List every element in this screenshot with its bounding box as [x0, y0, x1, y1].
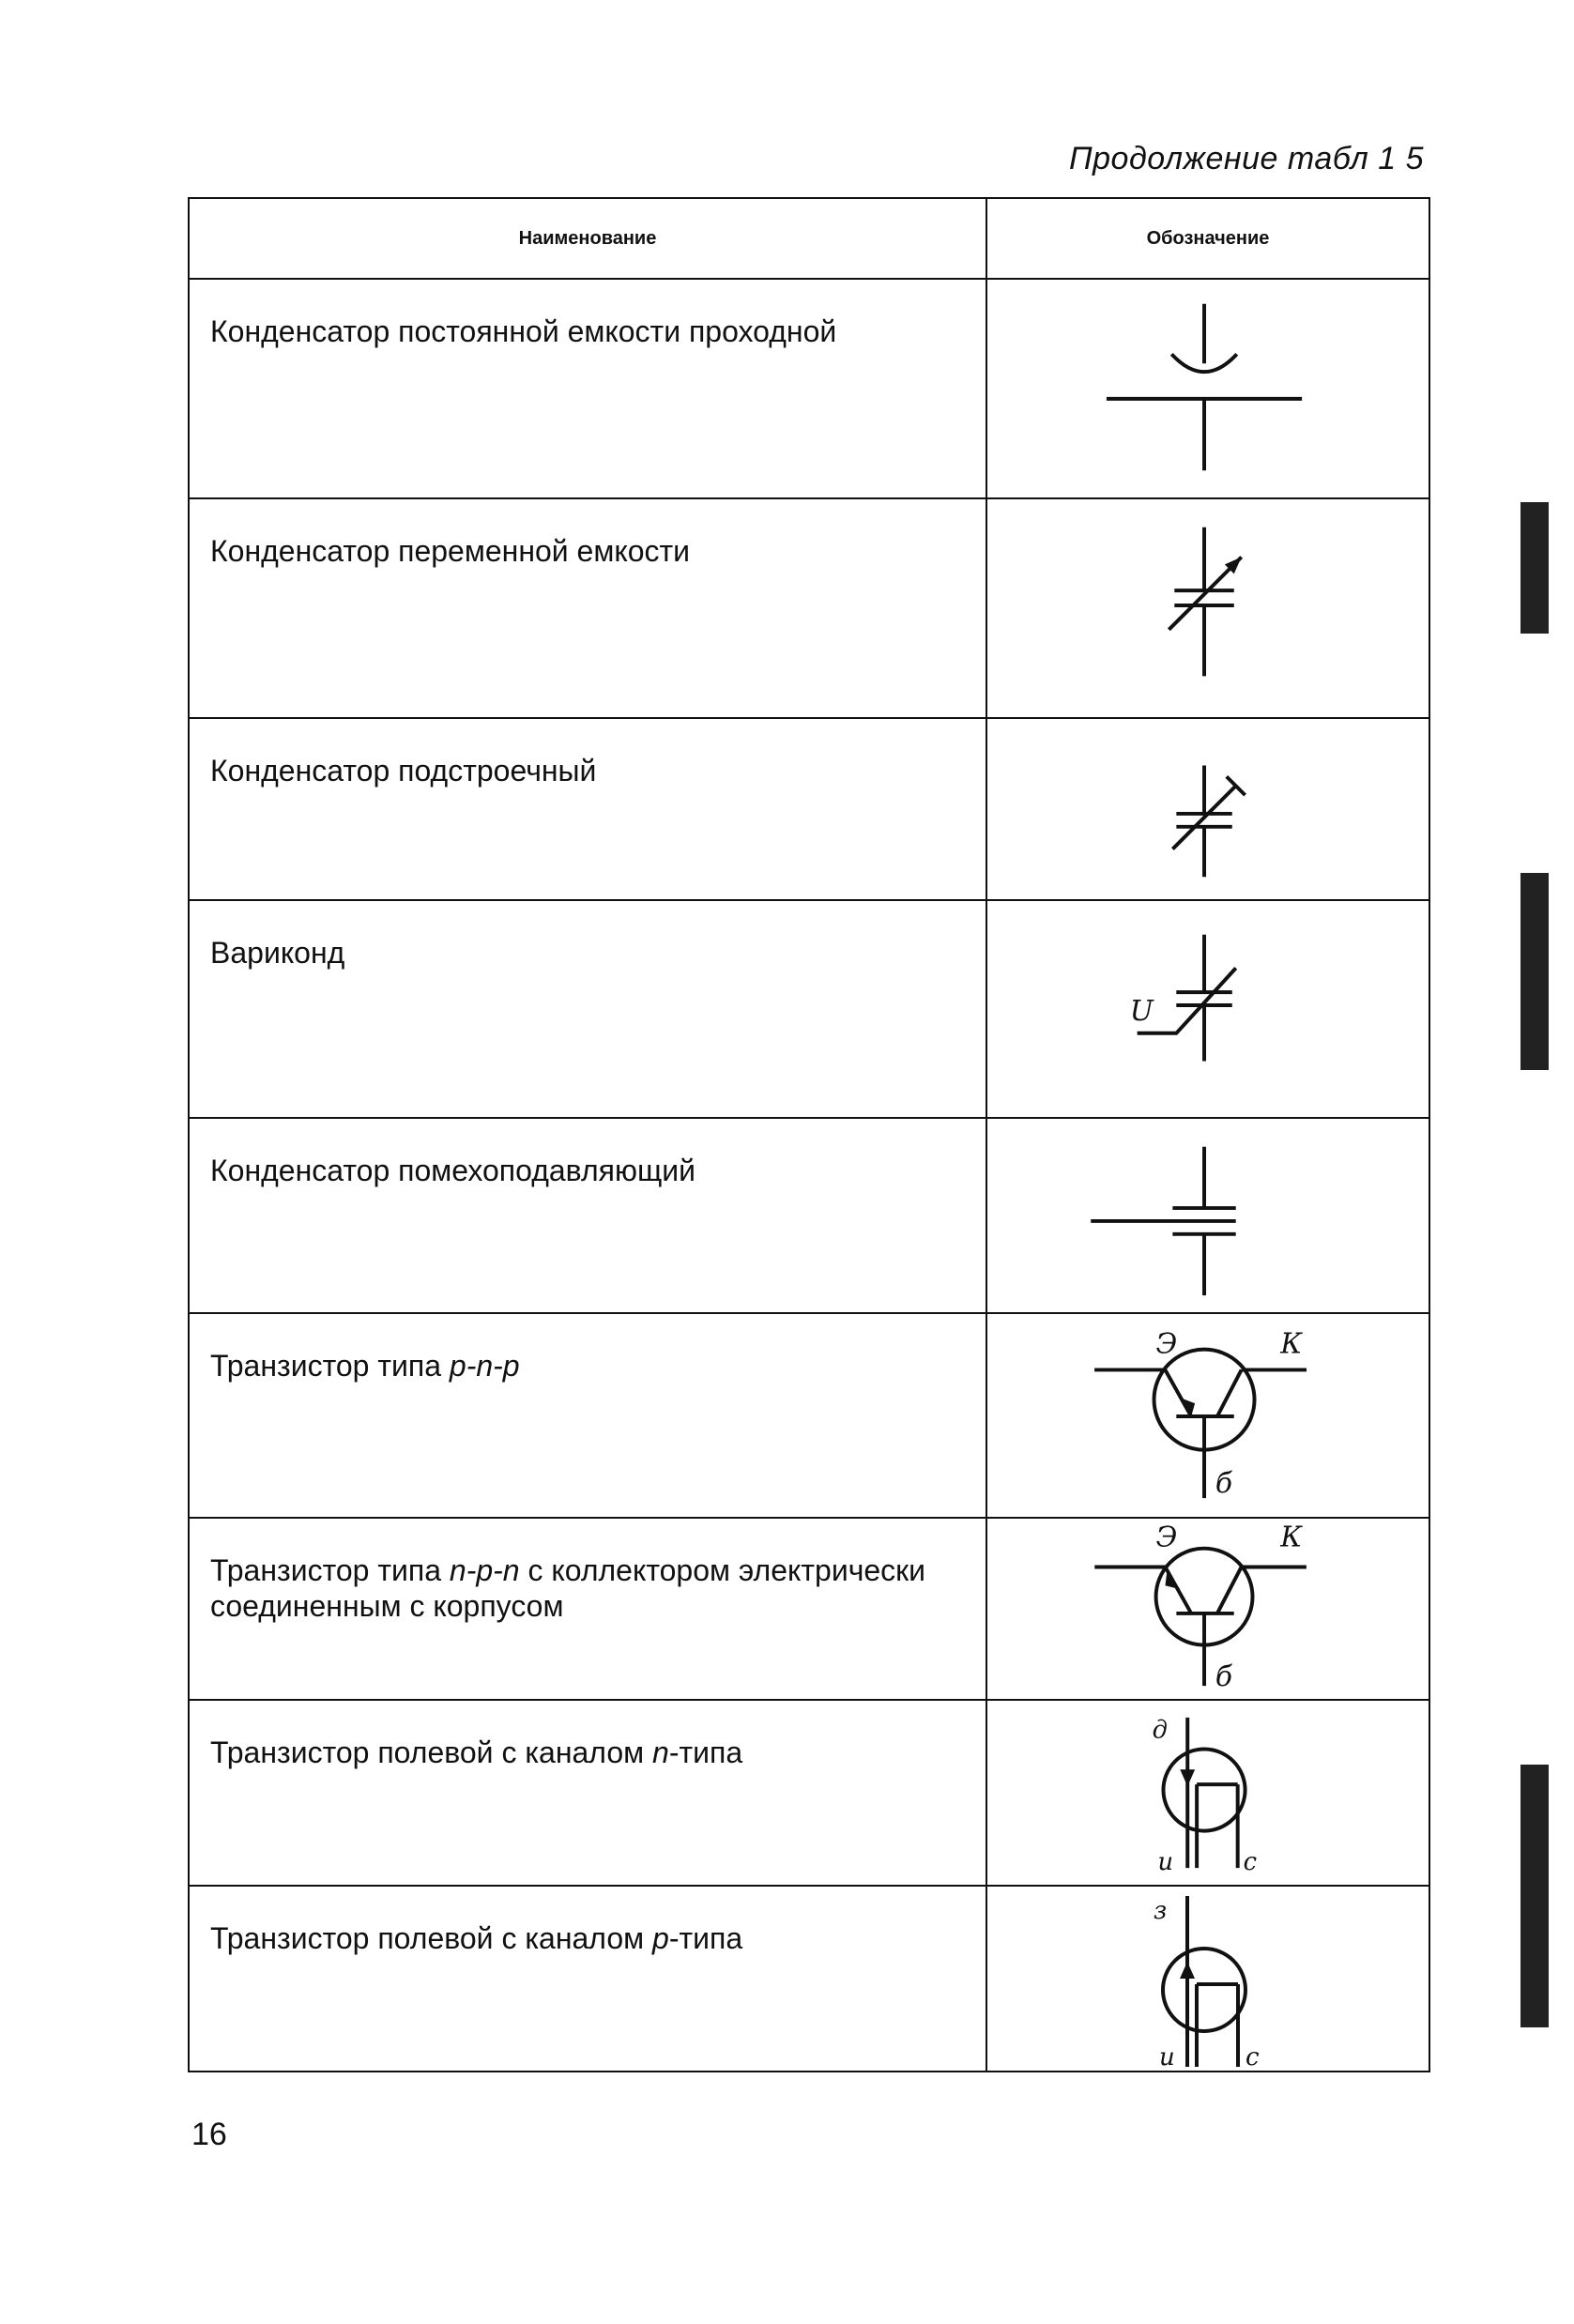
table-header-row — [190, 199, 1429, 280]
label-base: б — [1215, 1467, 1233, 1501]
p-channel-fet-symbol — [987, 1887, 1429, 2071]
noise-suppression-capacitor-symbol — [987, 1119, 1429, 1312]
label-base: б — [1215, 1660, 1233, 1694]
variable-capacitor-symbol — [987, 499, 1429, 717]
label-collector: К — [1280, 1521, 1303, 1554]
symbol-label-u: U — [1129, 994, 1154, 1028]
row-symbol — [987, 499, 1429, 717]
label-source: и — [1159, 2043, 1175, 2071]
table-continuation-caption: Продолжение табл 1 5 — [1069, 141, 1424, 176]
row-name: Конденсатор постоянной емкости проходной — [190, 280, 987, 497]
feedthrough-capacitor-symbol — [987, 280, 1429, 497]
n-channel-fet-symbol — [987, 1701, 1429, 1885]
label-source: и — [1157, 1848, 1174, 1877]
npn-transistor-symbol — [987, 1519, 1429, 1699]
row-name: Транзистор типа p-n-p — [190, 1314, 987, 1517]
table-row — [190, 901, 1429, 1119]
header-name: Наименование — [190, 199, 987, 278]
row-symbol — [987, 901, 1429, 1117]
label-collector: К — [1280, 1327, 1303, 1361]
label-gate: з — [1154, 1897, 1168, 1925]
row-name: Транзистор полевой с каналом n-типа — [190, 1701, 987, 1885]
row-name: Транзистор полевой с каналом p-типа — [190, 1887, 987, 2071]
varicond-symbol — [987, 901, 1429, 1117]
row-symbol — [987, 1519, 1429, 1699]
label-emitter: Э — [1155, 1327, 1178, 1361]
row-symbol — [987, 719, 1429, 899]
label-emitter: Э — [1155, 1521, 1178, 1554]
row-symbol — [987, 1887, 1429, 2071]
table-row — [190, 1519, 1429, 1701]
scan-artifact — [1521, 873, 1549, 1070]
table-row — [190, 1119, 1429, 1314]
scan-artifact — [1521, 502, 1549, 634]
label-drain-terminal: с — [1245, 2043, 1260, 2071]
row-symbol — [987, 1701, 1429, 1885]
row-symbol — [987, 1314, 1429, 1517]
table-row — [190, 1314, 1429, 1519]
row-symbol — [987, 280, 1429, 497]
row-name: Конденсатор помехоподавляющий — [190, 1119, 987, 1312]
table-row — [190, 1887, 1429, 2071]
row-name: Вариконд — [190, 901, 987, 1117]
symbols-table — [188, 197, 1430, 2072]
trimmer-capacitor-symbol — [987, 719, 1429, 899]
label-drain: д — [1152, 1716, 1168, 1745]
table-row — [190, 280, 1429, 499]
label-drain-terminal: с — [1243, 1848, 1258, 1877]
row-name: Конденсатор переменной емкости — [190, 499, 987, 717]
header-symbol: Обозначение — [1146, 227, 1270, 249]
table-row — [190, 719, 1429, 901]
pnp-transistor-symbol — [987, 1314, 1429, 1517]
scan-artifact — [1521, 1765, 1549, 2027]
table-row — [190, 499, 1429, 719]
row-name: Транзистор типа n-p-n с коллектором электрически соединенным с корпусом — [190, 1519, 987, 1699]
table-row — [190, 1701, 1429, 1887]
row-symbol — [987, 1119, 1429, 1312]
page-number: 16 — [191, 2117, 227, 2152]
row-name: Конденсатор подстроечный — [190, 719, 987, 899]
